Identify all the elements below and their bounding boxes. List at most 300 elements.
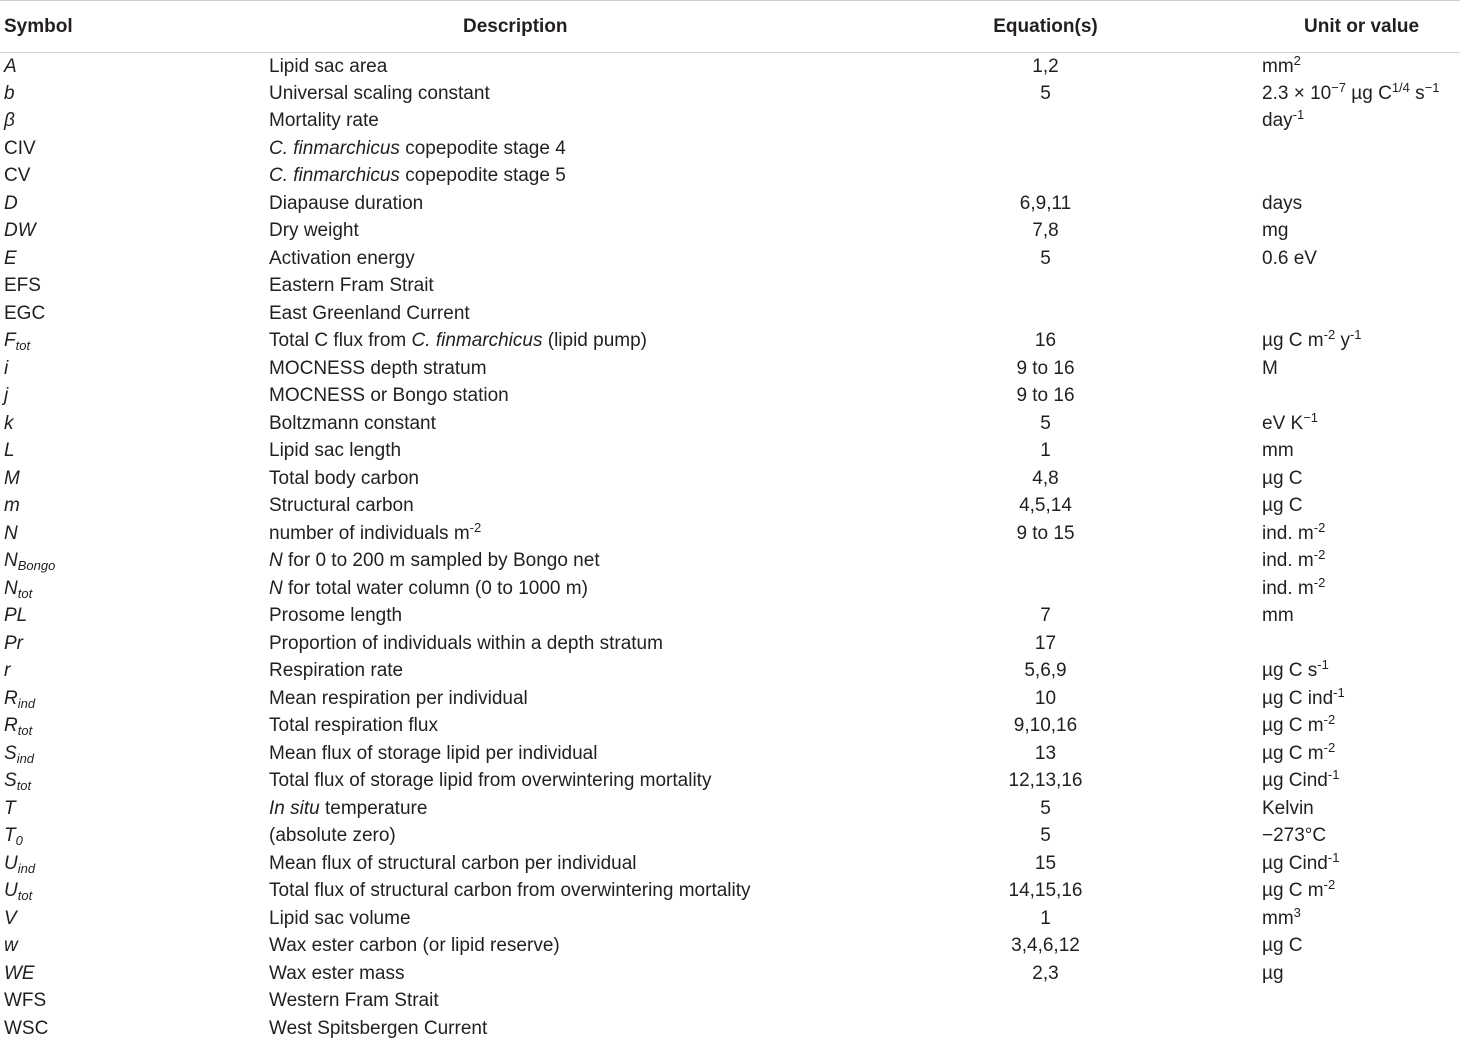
- table-header: [0, 1, 1460, 53]
- unit-text: ind. m: [1262, 550, 1314, 572]
- unit-cell: [1262, 135, 1460, 163]
- description-cell: [269, 850, 829, 878]
- unit-superscript: −1: [1303, 409, 1319, 425]
- symbol-cell: [0, 135, 269, 163]
- equations-cell: [829, 53, 1262, 81]
- description-cell: [269, 548, 829, 576]
- symbol-text: U: [4, 880, 18, 902]
- description-cell: [269, 630, 829, 658]
- symbol-cell: [0, 53, 269, 81]
- equations-cell: [829, 960, 1262, 988]
- description-cell: [269, 438, 829, 466]
- description-text: Lipid sac length: [269, 440, 402, 462]
- description-text: number of individuals m: [269, 522, 470, 544]
- description-text: (absolute zero): [269, 825, 396, 847]
- unit-cell: [1262, 108, 1460, 136]
- unit-cell: [1262, 465, 1460, 493]
- unit-cell: [1262, 630, 1460, 658]
- equations-text: 5,6,9: [1024, 660, 1067, 682]
- description-cell: [269, 163, 829, 191]
- symbol-cell: [0, 658, 269, 686]
- unit-text: 2.3 × 10: [1262, 82, 1332, 104]
- symbol-text: V: [4, 907, 17, 929]
- unit-cell: [1262, 878, 1460, 906]
- table-row: [0, 548, 1460, 576]
- description-cell: [269, 108, 829, 136]
- symbol-cell: [0, 273, 269, 301]
- unit-cell: [1262, 713, 1460, 741]
- equations-cell: [829, 658, 1262, 686]
- unit-superscript: −7: [1331, 79, 1347, 95]
- symbol-text: CIV: [4, 137, 36, 159]
- symbol-subscript: ind: [16, 750, 35, 766]
- unit-superscript: -2: [1323, 739, 1336, 755]
- symbol-text: WSC: [4, 1017, 49, 1039]
- symbol-text: EGC: [4, 302, 46, 324]
- description-cell: [269, 685, 829, 713]
- description-cell: [269, 905, 829, 933]
- unit-text: ind. m: [1262, 577, 1314, 599]
- table-row: [0, 218, 1460, 246]
- equations-text: 9 to 16: [1016, 357, 1075, 379]
- description-text: Lipid sac area: [269, 55, 388, 77]
- symbol-text: β: [4, 110, 15, 132]
- equations-cell: [829, 465, 1262, 493]
- equations-text: 2,3: [1032, 962, 1059, 984]
- symbol-cell: [0, 190, 269, 218]
- equations-cell: [829, 135, 1262, 163]
- description-text: Wax ester mass: [269, 962, 405, 984]
- unit-text: mm: [1262, 907, 1294, 929]
- unit-cell: [1262, 190, 1460, 218]
- equations-text: 5: [1040, 82, 1051, 104]
- unit-cell: [1262, 795, 1460, 823]
- symbol-text: b: [4, 82, 15, 104]
- description-cell: [269, 575, 829, 603]
- equations-cell: [829, 823, 1262, 851]
- table-row: [0, 328, 1460, 356]
- symbol-text: S: [4, 742, 17, 764]
- unit-text: 0.6 eV: [1262, 247, 1317, 269]
- description-text: MOCNESS depth stratum: [269, 357, 487, 379]
- equations-cell: [829, 850, 1262, 878]
- symbol-text: N: [4, 577, 18, 599]
- symbol-text: Pr: [4, 632, 23, 654]
- equations-cell: [829, 988, 1262, 1016]
- unit-text: days: [1262, 192, 1303, 214]
- equations-text: 3,4,6,12: [1011, 935, 1080, 957]
- table-row: [0, 135, 1460, 163]
- unit-cell: [1262, 933, 1460, 961]
- unit-text: µg C m: [1262, 330, 1324, 352]
- equations-cell: [829, 878, 1262, 906]
- unit-text: µg C: [1262, 467, 1303, 489]
- symbol-text: R: [4, 687, 18, 709]
- unit-text: y: [1335, 330, 1350, 352]
- unit-cell: [1262, 493, 1460, 521]
- unit-superscript: -1: [1317, 657, 1329, 673]
- description-italic: C. finmarchicus: [269, 165, 400, 187]
- table-row: [0, 685, 1460, 713]
- description-cell: [269, 740, 829, 768]
- table-row: [0, 933, 1460, 961]
- description-cell: [269, 878, 829, 906]
- symbol-cell: [0, 823, 269, 851]
- unit-cell: [1262, 410, 1460, 438]
- equations-text: 1: [1040, 907, 1051, 929]
- description-text: for 0 to 200 m sampled by Bongo net: [282, 550, 600, 572]
- description-text: Mean flux of storage lipid per individual: [269, 742, 598, 764]
- symbol-text: E: [4, 247, 17, 269]
- symbol-text: i: [4, 357, 9, 379]
- equations-cell: [829, 108, 1262, 136]
- equations-cell: [829, 438, 1262, 466]
- equations-cell: [829, 493, 1262, 521]
- unit-superscript: -1: [1327, 767, 1340, 783]
- equations-cell: [829, 768, 1262, 796]
- description-text: Total flux of structural carbon from overwintering mortality: [269, 880, 751, 902]
- equations-cell: [829, 300, 1262, 328]
- equations-cell: [829, 905, 1262, 933]
- table-row: [0, 245, 1460, 273]
- description-text: MOCNESS or Bongo station: [269, 385, 509, 407]
- equations-text: 5: [1040, 825, 1051, 847]
- symbol-cell: [0, 355, 269, 383]
- unit-cell: [1262, 740, 1460, 768]
- unit-superscript: 3: [1293, 904, 1301, 920]
- symbol-cell: [0, 878, 269, 906]
- description-cell: [269, 135, 829, 163]
- symbol-subscript: tot: [17, 888, 33, 904]
- table-row: [0, 493, 1460, 521]
- unit-cell: [1262, 548, 1460, 576]
- symbol-cell: [0, 548, 269, 576]
- description-text: Western Fram Strait: [269, 990, 439, 1012]
- table-body: [0, 53, 1460, 1043]
- unit-cell: [1262, 823, 1460, 851]
- unit-text: µg C m: [1262, 715, 1324, 737]
- equations-text: 7,8: [1032, 220, 1059, 242]
- equations-cell: [829, 80, 1262, 108]
- description-text: Total body carbon: [269, 467, 419, 489]
- equations-text: 7: [1040, 605, 1051, 627]
- unit-cell: [1262, 383, 1460, 411]
- description-text: Total flux of storage lipid from overwintering mortality: [269, 770, 712, 792]
- equations-cell: [829, 685, 1262, 713]
- description-text: Structural carbon: [269, 495, 414, 517]
- description-cell: [269, 273, 829, 301]
- symbol-cell: [0, 438, 269, 466]
- symbol-cell: [0, 768, 269, 796]
- equations-cell: [829, 273, 1262, 301]
- description-cell: [269, 988, 829, 1016]
- table-row: [0, 53, 1460, 81]
- symbol-cell: [0, 685, 269, 713]
- description-text: East Greenland Current: [269, 302, 470, 324]
- unit-superscript: -2: [1313, 519, 1326, 535]
- symbol-cell: [0, 465, 269, 493]
- unit-superscript: -1: [1333, 684, 1345, 700]
- equations-cell: [829, 1015, 1262, 1043]
- unit-text: µg C m: [1262, 880, 1324, 902]
- unit-cell: [1262, 603, 1460, 631]
- symbol-cell: [0, 328, 269, 356]
- description-cell: [269, 465, 829, 493]
- equations-text: 14,15,16: [1008, 880, 1083, 902]
- description-cell: [269, 493, 829, 521]
- unit-superscript: -1: [1327, 849, 1340, 865]
- unit-superscript: -2: [1323, 877, 1336, 893]
- header-equations: Equation(s): [829, 1, 1262, 53]
- unit-superscript: -2: [1313, 547, 1326, 563]
- symbol-text: N: [4, 550, 18, 572]
- equations-text: 1: [1040, 440, 1051, 462]
- table-row: [0, 823, 1460, 851]
- description-text: Mean flux of structural carbon per individual: [269, 852, 637, 874]
- symbol-cell: [0, 245, 269, 273]
- unit-text: µg C m: [1262, 742, 1324, 764]
- unit-cell: [1262, 438, 1460, 466]
- equations-cell: [829, 575, 1262, 603]
- table-row: [0, 603, 1460, 631]
- symbol-cell: [0, 988, 269, 1016]
- symbol-cell: [0, 960, 269, 988]
- description-italic: In situ: [269, 797, 320, 819]
- symbol-subscript: tot: [15, 338, 31, 354]
- description-text: Prosome length: [269, 605, 403, 627]
- symbol-subscript: Bongo: [17, 558, 56, 574]
- equations-cell: [829, 410, 1262, 438]
- unit-cell: [1262, 80, 1460, 108]
- equations-cell: [829, 740, 1262, 768]
- description-text: Mean respiration per individual: [269, 687, 528, 709]
- description-cell: [269, 795, 829, 823]
- symbol-text: DW: [4, 220, 36, 242]
- symbol-text: N: [4, 522, 18, 544]
- table-row: [0, 575, 1460, 603]
- description-cell: [269, 383, 829, 411]
- unit-superscript: -1: [1292, 107, 1305, 123]
- equations-cell: [829, 218, 1262, 246]
- unit-text: mg: [1262, 220, 1289, 242]
- header-description: Description: [269, 1, 829, 53]
- equations-cell: [829, 190, 1262, 218]
- description-italic: N: [269, 550, 283, 572]
- symbol-cell: [0, 603, 269, 631]
- description-text: Proportion of individuals within a depth stratum: [269, 632, 663, 654]
- header-row: [0, 1, 1460, 53]
- symbol-text: j: [4, 385, 9, 407]
- table-row: [0, 163, 1460, 191]
- equations-cell: [829, 328, 1262, 356]
- symbol-text: EFS: [4, 275, 41, 297]
- description-text: for total water column (0 to 1000 m): [282, 577, 588, 599]
- table-row: [0, 795, 1460, 823]
- description-text: Respiration rate: [269, 660, 404, 682]
- equations-text: 16: [1034, 330, 1057, 352]
- symbol-text: CV: [4, 165, 31, 187]
- description-text: Total respiration flux: [269, 715, 438, 737]
- symbol-subscript: ind: [17, 860, 36, 876]
- unit-cell: [1262, 300, 1460, 328]
- description-cell: [269, 823, 829, 851]
- symbol-subscript: 0: [15, 833, 23, 849]
- description-cell: [269, 1015, 829, 1043]
- unit-text: M: [1262, 357, 1278, 379]
- description-cell: [269, 355, 829, 383]
- symbol-text: D: [4, 192, 18, 214]
- equations-text: 9,10,16: [1013, 715, 1078, 737]
- unit-cell: [1262, 575, 1460, 603]
- symbol-text: L: [4, 440, 15, 462]
- symbol-subscript: ind: [17, 695, 36, 711]
- unit-text: µg Cind: [1262, 852, 1328, 874]
- description-text: Dry weight: [269, 220, 359, 242]
- table-row: [0, 273, 1460, 301]
- unit-text: day: [1262, 110, 1293, 132]
- description-cell: [269, 520, 829, 548]
- symbol-text: S: [4, 770, 17, 792]
- unit-superscript: -2: [1323, 712, 1336, 728]
- unit-text: µg: [1262, 962, 1284, 984]
- symbol-subscript: tot: [17, 723, 33, 739]
- unit-superscript: -2: [1313, 574, 1326, 590]
- table-row: [0, 630, 1460, 658]
- unit-text: Kelvin: [1262, 797, 1314, 819]
- symbol-text: PL: [4, 605, 28, 627]
- description-text: Total C flux from: [269, 330, 412, 352]
- table-row: [0, 438, 1460, 466]
- description-text: Activation energy: [269, 247, 415, 269]
- symbol-cell: [0, 410, 269, 438]
- unit-superscript: 1/4: [1391, 79, 1410, 95]
- description-superscript: -2: [469, 519, 482, 535]
- symbol-text: U: [4, 852, 18, 874]
- description-text: Universal scaling constant: [269, 82, 490, 104]
- symbol-text: R: [4, 715, 18, 737]
- description-cell: [269, 80, 829, 108]
- equations-cell: [829, 355, 1262, 383]
- description-text: Boltzmann constant: [269, 412, 436, 434]
- description-text: West Spitsbergen Current: [269, 1017, 488, 1039]
- table-row: [0, 520, 1460, 548]
- symbol-cell: [0, 383, 269, 411]
- symbol-subscript: tot: [16, 778, 32, 794]
- unit-text: µg C: [1346, 82, 1392, 104]
- symbol-text: T: [4, 797, 16, 819]
- table-row: [0, 988, 1460, 1016]
- symbol-cell: [0, 850, 269, 878]
- symbol-cell: [0, 80, 269, 108]
- table-row: [0, 740, 1460, 768]
- description-cell: [269, 960, 829, 988]
- symbol-cell: [0, 713, 269, 741]
- equations-cell: [829, 795, 1262, 823]
- description-italic: N: [269, 577, 283, 599]
- table-row: [0, 905, 1460, 933]
- unit-cell: [1262, 218, 1460, 246]
- equations-cell: [829, 713, 1262, 741]
- symbol-cell: [0, 740, 269, 768]
- symbol-text: WFS: [4, 990, 47, 1012]
- table-row: [0, 768, 1460, 796]
- symbol-text: r: [4, 660, 11, 682]
- equations-text: 9 to 16: [1016, 385, 1075, 407]
- symbol-cell: [0, 933, 269, 961]
- table-row: [0, 355, 1460, 383]
- equations-cell: [829, 603, 1262, 631]
- table-row: [0, 1015, 1460, 1043]
- description-cell: [269, 190, 829, 218]
- symbol-cell: [0, 108, 269, 136]
- description-cell: [269, 245, 829, 273]
- unit-cell: [1262, 685, 1460, 713]
- symbol-subscript: tot: [17, 585, 33, 601]
- description-text: Wax ester carbon (or lipid reserve): [269, 935, 560, 957]
- unit-text: −273°C: [1262, 825, 1327, 847]
- table-row: [0, 465, 1460, 493]
- symbol-cell: [0, 575, 269, 603]
- description-cell: [269, 53, 829, 81]
- symbol-cell: [0, 493, 269, 521]
- equations-text: 13: [1034, 742, 1057, 764]
- description-text: Diapause duration: [269, 192, 424, 214]
- equations-cell: [829, 245, 1262, 273]
- unit-cell: [1262, 960, 1460, 988]
- unit-cell: [1262, 163, 1460, 191]
- equations-text: 10: [1034, 687, 1057, 709]
- description-cell: [269, 658, 829, 686]
- description-cell: [269, 713, 829, 741]
- description-text: Eastern Fram Strait: [269, 275, 434, 297]
- table-row: [0, 960, 1460, 988]
- unit-cell: [1262, 245, 1460, 273]
- table-row: [0, 658, 1460, 686]
- description-text: temperature: [319, 797, 428, 819]
- equations-text: 4,5,14: [1019, 495, 1072, 517]
- symbol-text: M: [4, 467, 20, 489]
- symbol-text: WE: [4, 962, 35, 984]
- symbol-cell: [0, 218, 269, 246]
- description-text: Mortality rate: [269, 110, 379, 132]
- equations-text: 5: [1040, 797, 1051, 819]
- equations-text: 5: [1040, 412, 1051, 434]
- description-text: copepodite stage 4: [399, 137, 566, 159]
- unit-cell: [1262, 988, 1460, 1016]
- symbol-text: F: [4, 330, 16, 352]
- symbol-cell: [0, 300, 269, 328]
- symbol-cell: [0, 520, 269, 548]
- description-cell: [269, 933, 829, 961]
- table-row: [0, 878, 1460, 906]
- equations-text: 6,9,11: [1019, 192, 1072, 214]
- table-row: [0, 850, 1460, 878]
- unit-text: µg Cind: [1262, 770, 1328, 792]
- header-symbol: Symbol: [0, 1, 269, 53]
- unit-cell: [1262, 850, 1460, 878]
- table-row: [0, 300, 1460, 328]
- description-italic: C. finmarchicus: [269, 137, 400, 159]
- unit-text: eV K: [1262, 412, 1304, 434]
- table-row: [0, 190, 1460, 218]
- unit-cell: [1262, 53, 1460, 81]
- equations-cell: [829, 630, 1262, 658]
- description-cell: [269, 300, 829, 328]
- description-text: copepodite stage 5: [399, 165, 566, 187]
- table-row: [0, 80, 1460, 108]
- unit-superscript: -1: [1349, 327, 1362, 343]
- header-unit: Unit or value: [1262, 1, 1460, 53]
